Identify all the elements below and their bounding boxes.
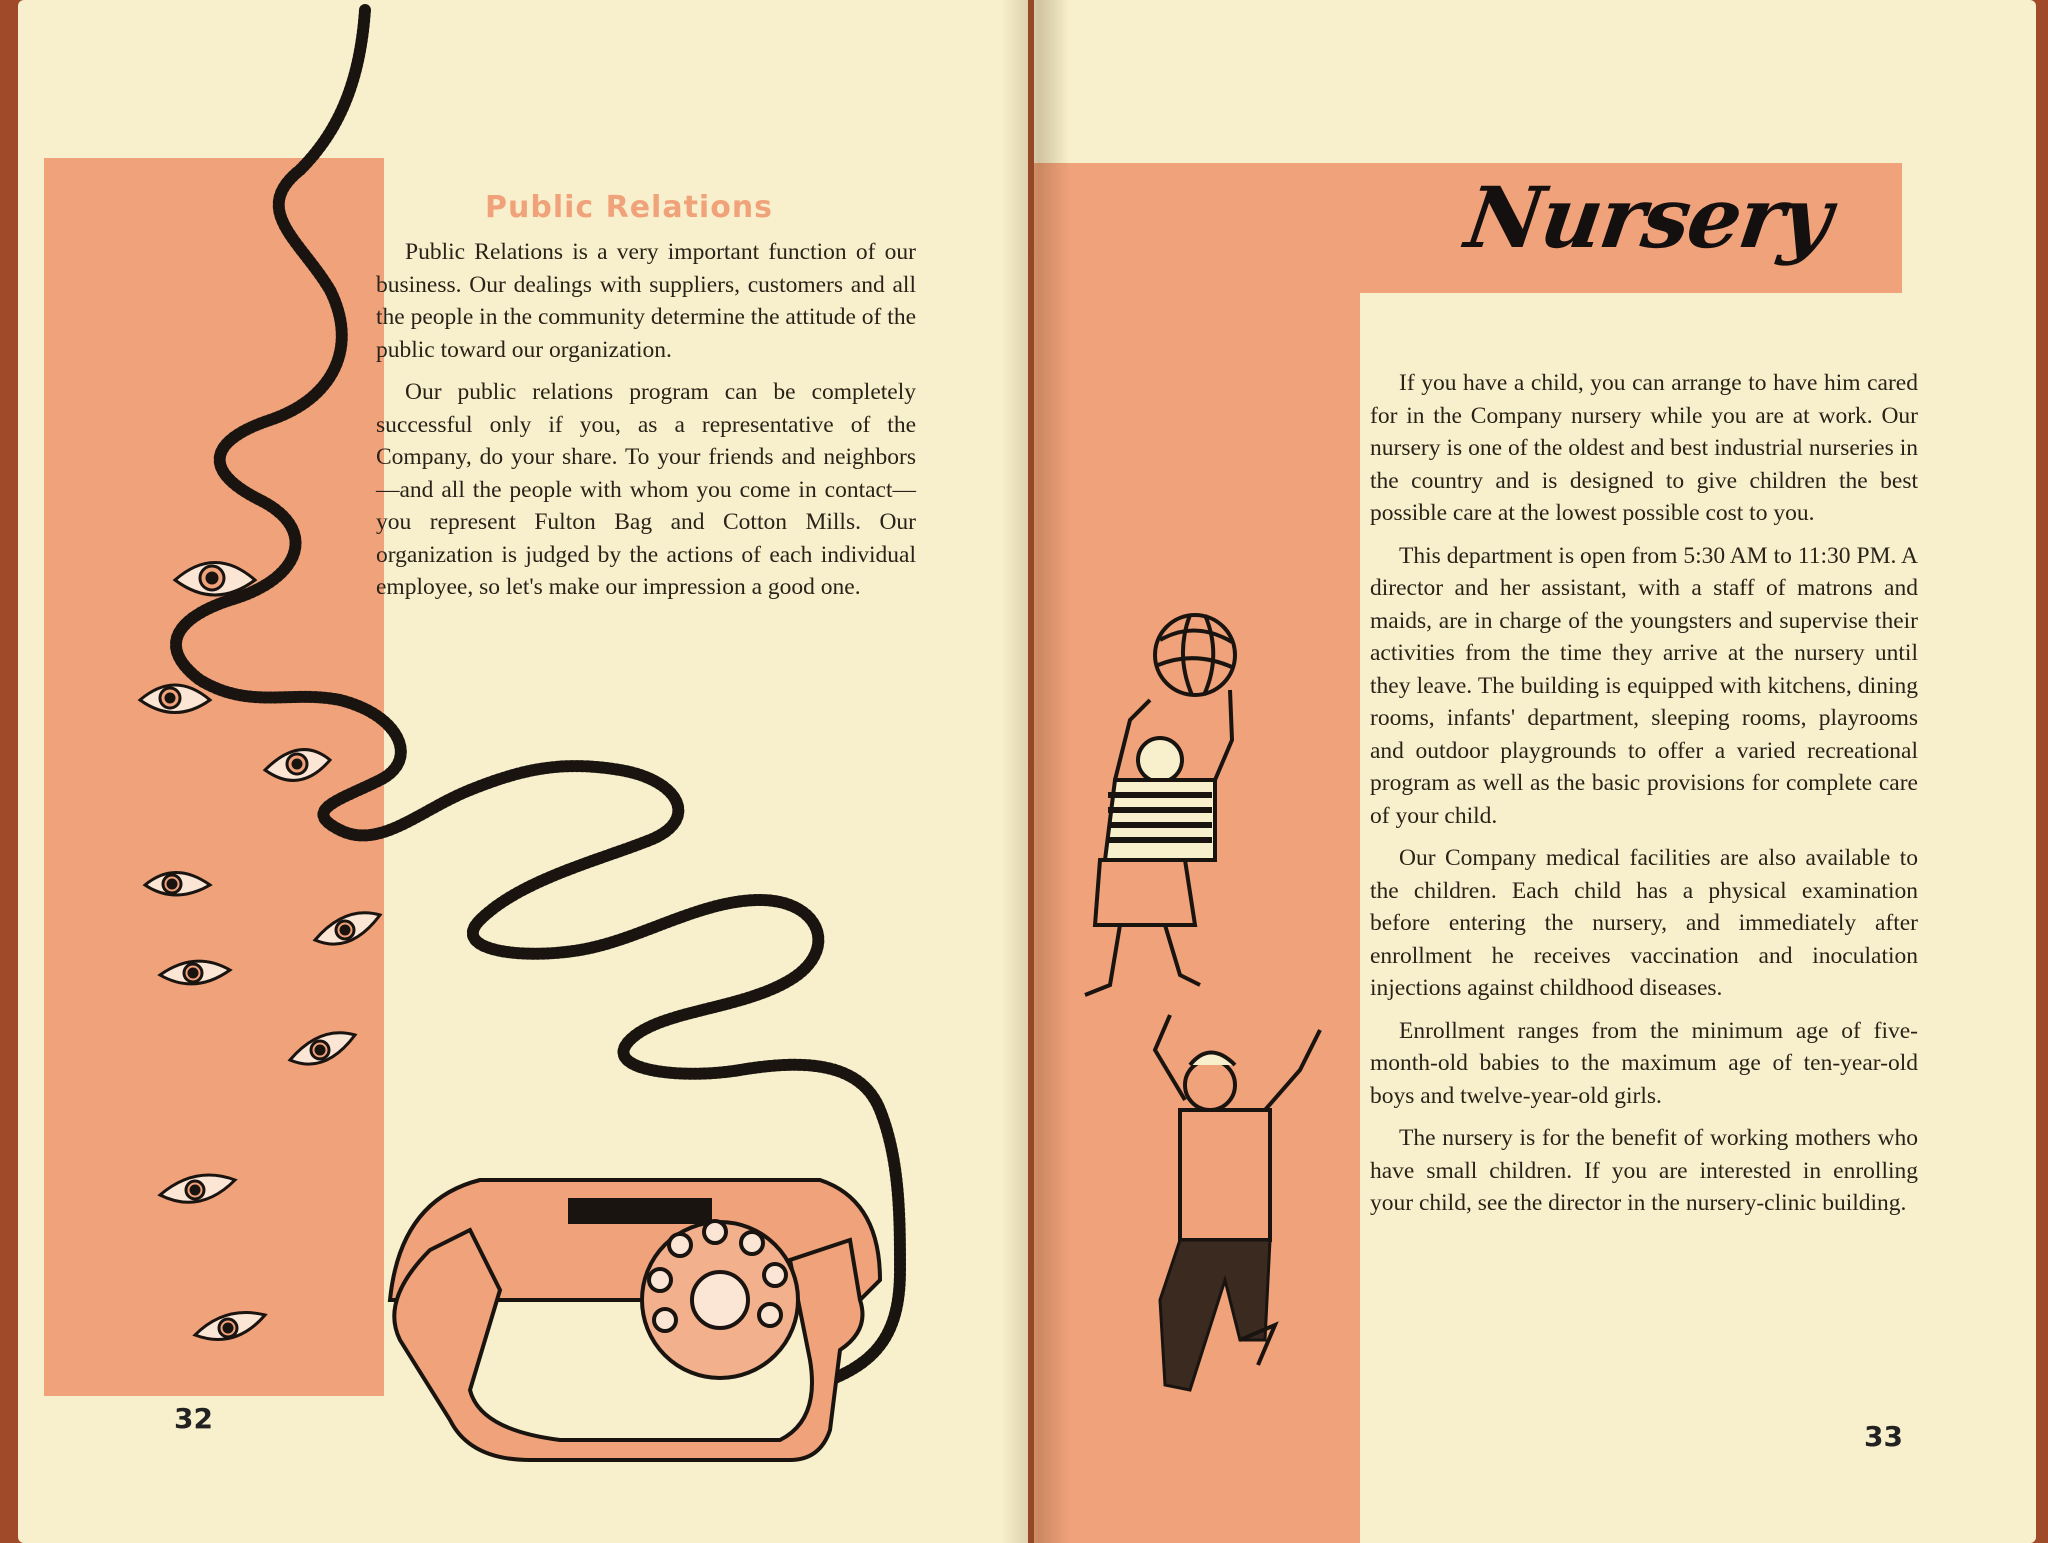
pr-paragraph-2: Our public relations program can be completely successful only if you, as a representative of the Company, do your share. To your friends and neighbors—and all the people with whom you come in contact—you represent Fulton Bag and Cotton Mills. Our organization is judged by the actions of each individual employee, so let's make our impression a good one. bbox=[376, 379, 916, 600]
nursery-paragraph-3: Our Company medical facilities are also available to the children. Each child has a physical examination before entering the nursery, and immediately after enrollment he receives vaccination and inoculation injections against childhood diseases. bbox=[1370, 845, 1918, 1001]
public-relations-body bbox=[376, 236, 916, 614]
nursery-paragraph-5: The nursery is for the benefit of working mothers who have small children. If you are interested in enrolling your child, see the director in the nursery-clinic building. bbox=[1370, 1125, 1918, 1216]
jumping-child-figure bbox=[1155, 1015, 1320, 1390]
public-relations-heading: Public Relations bbox=[485, 190, 774, 225]
page-number-left: 32 bbox=[174, 1402, 213, 1435]
nursery-paragraph-4: Enrollment ranges from the minimum age of five-month-old babies to the maximum age of ten-year-old boys and twelve-year-old girls. bbox=[1370, 1017, 1918, 1109]
page-number-right: 33 bbox=[1864, 1420, 1903, 1453]
ball-icon bbox=[1155, 615, 1235, 695]
nursery-heading: Nursery bbox=[1460, 168, 1836, 267]
nursery-paragraph-2: This department is open from 5:30 AM to 11:30 PM. A director and her assistant, with a staff of matrons and maids, are in charge of the youngsters and supervise their activities from the time they arrive at the nursery until they leave. The building is equipped with kitchens, dining rooms, infants' department, sleeping rooms, playrooms and outdoor playgrounds to offer a varied recreational program as well as the basic provisions for complete care of your child. bbox=[1370, 542, 1918, 829]
nursery-body bbox=[1370, 367, 1918, 1230]
nursery-paragraph-1: If you have a child, you can arrange to have him cared for in the Company nursery while you are at work. Our nursery is one of the oldest and best industrial nurseries in the country and is designed to give children the best possible care at the lowest possible cost to you. bbox=[1370, 370, 1918, 526]
child-with-ball-figure bbox=[1085, 690, 1232, 995]
pr-paragraph-1: Public Relations is a very important function of our business. Our dealings with suppliers, customers and all the people in the community determine the attitude of the public toward our organization. bbox=[376, 239, 916, 363]
